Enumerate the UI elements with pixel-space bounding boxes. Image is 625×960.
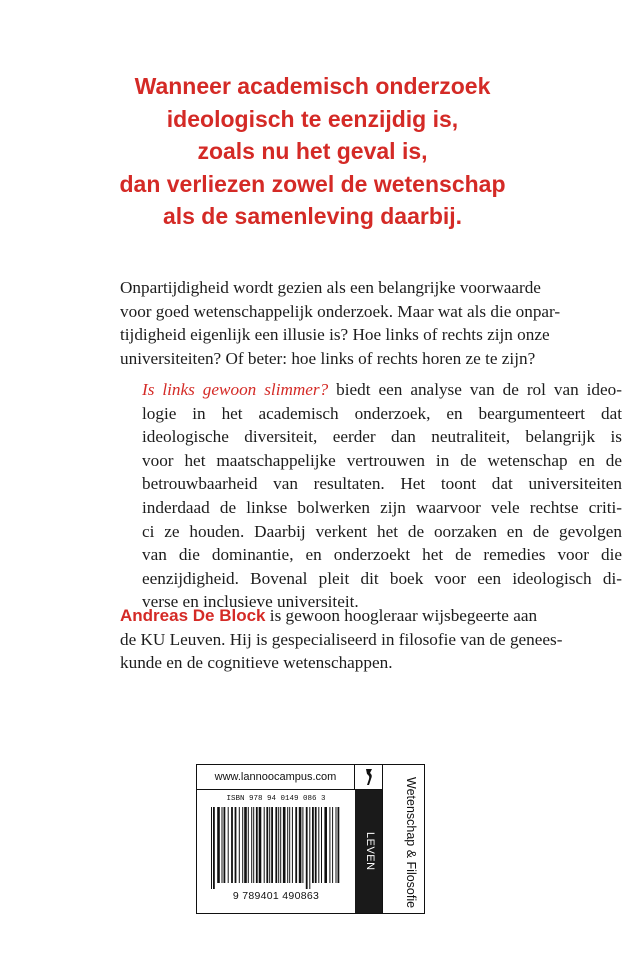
barcode-bar bbox=[315, 807, 317, 883]
imprint-cell bbox=[355, 790, 383, 913]
isbn-text: ISBN 978 94 0149 086 3 bbox=[226, 795, 326, 803]
pull-quote bbox=[0, 70, 625, 233]
description-line: ci ze houden. Daarbij verkent het de oorzaken en de gevolgen bbox=[142, 521, 622, 541]
barcode-bar bbox=[239, 807, 240, 883]
description-line-rest: biedt een analyse van de rol van ideo- bbox=[328, 380, 622, 399]
barcode-bar bbox=[302, 807, 303, 883]
quote-line: als de samenleving daarbij. bbox=[162, 203, 463, 229]
lannoo-mark-icon bbox=[364, 768, 374, 786]
description-last-line: verse en inclusieve universiteit. bbox=[142, 592, 359, 612]
barcode-bar bbox=[329, 807, 330, 883]
barcode-bar bbox=[336, 807, 337, 883]
barcode-bar bbox=[259, 807, 262, 883]
quote-line: zoals nu het geval is, bbox=[197, 138, 428, 164]
barcode-bar bbox=[244, 807, 247, 883]
description-line: inderdaad de linkse bolwerken zijn waarvoor vele rechtse criti- bbox=[142, 497, 622, 517]
intro-line: Onpartijdigheid wordt gezien als een belangrijke voorwaarde bbox=[120, 278, 541, 297]
barcode-bar bbox=[271, 807, 273, 883]
logo-cell bbox=[355, 765, 383, 790]
intro-line: voor goed wetenschappelijk onderzoek. Maar wat als die onpar- bbox=[120, 301, 561, 321]
barcode-number: 9 789401 490863 bbox=[232, 890, 320, 902]
description-line: ideologische diversiteit, eerder dan neutraliteit, belangrijk is bbox=[142, 427, 622, 447]
barcode-bar bbox=[324, 807, 327, 883]
barcode-bar bbox=[248, 807, 249, 883]
barcode-bar bbox=[289, 807, 290, 883]
author-first-line bbox=[120, 604, 622, 628]
author-name: Andreas De Block bbox=[120, 606, 266, 625]
barcode-bar bbox=[287, 807, 288, 883]
barcode-bar bbox=[278, 807, 279, 883]
barcode-bar bbox=[283, 807, 286, 883]
barcode-bar bbox=[251, 807, 252, 883]
barcode-bar bbox=[338, 807, 340, 883]
author-line-rest: is gewoon hoogleraar wijsbegeerte aan bbox=[265, 606, 538, 625]
barcode-bar bbox=[269, 807, 270, 883]
description-line: logie in het academisch onderzoek, en beargumenteert dat bbox=[142, 403, 622, 423]
barcode-bar bbox=[217, 807, 220, 883]
barcode-bar bbox=[256, 807, 258, 883]
barcode bbox=[209, 807, 343, 889]
description-line: van die dominantie, en onderzoekt het de remedies voor die bbox=[142, 545, 622, 565]
intro-line: universiteiten? Of beter: hoe links of rechts horen ze te zijn? bbox=[120, 348, 536, 368]
barcode-bar bbox=[235, 807, 237, 883]
quote-line: ideologisch te eenzijdig is, bbox=[166, 105, 459, 132]
barcode-bar bbox=[211, 807, 212, 889]
barcode-bar bbox=[231, 807, 233, 883]
barcode-bar bbox=[295, 807, 297, 883]
series-label: Wetenschap & Filosofie bbox=[404, 777, 418, 909]
barcode-bar bbox=[306, 807, 308, 889]
barcode-bar bbox=[318, 807, 319, 883]
barcode-bar bbox=[280, 807, 281, 883]
description-line: eenzijdigheid. Bovenal pleit dit boek voor een ideologisch di- bbox=[142, 568, 622, 588]
barcode-bar bbox=[292, 807, 293, 883]
intro-line: tijdigheid eigenlijk een illusie is? Hoe links of rechts zijn onze bbox=[120, 325, 550, 345]
intro-paragraph bbox=[120, 276, 622, 370]
imprint-label: LEVEN bbox=[364, 832, 376, 871]
publisher-url: www.lannoocampus.com bbox=[197, 765, 355, 790]
barcode-bar bbox=[309, 807, 310, 889]
barcode-bar bbox=[266, 807, 268, 883]
barcode-bar bbox=[228, 807, 229, 883]
barcode-bar bbox=[332, 807, 333, 883]
author-line: kunde en de cognitieve wetenschappen. bbox=[120, 653, 393, 673]
barcode-bar bbox=[242, 807, 243, 883]
barcode-block bbox=[196, 764, 425, 914]
description-paragraph bbox=[142, 378, 622, 614]
barcode-bar bbox=[264, 807, 265, 883]
description-line: voor het maatschappelijke vertrouwen in de wetenschap en de bbox=[142, 450, 622, 470]
barcode-bar bbox=[222, 807, 223, 883]
author-bio bbox=[120, 604, 622, 675]
barcode-bar bbox=[299, 807, 302, 883]
quote-line: Wanneer academisch onderzoek bbox=[134, 73, 491, 99]
author-line: de KU Leuven. Hij is gespecialiseerd in filosofie van de genees- bbox=[120, 629, 563, 649]
barcode-bar bbox=[312, 807, 314, 883]
barcode-bar bbox=[321, 807, 322, 883]
book-title: Is links gewoon slimmer? bbox=[142, 380, 329, 399]
description-line: betrouwbaarheid van resultaten. Het toont dat universiteiten bbox=[142, 474, 622, 494]
barcode-bar bbox=[213, 807, 215, 889]
quote-line: dan verliezen zowel de wetenschap bbox=[119, 170, 506, 197]
barcode-bar bbox=[253, 807, 254, 883]
description-first-line bbox=[142, 378, 622, 402]
barcode-bar bbox=[224, 807, 226, 883]
barcode-bar bbox=[275, 807, 277, 883]
